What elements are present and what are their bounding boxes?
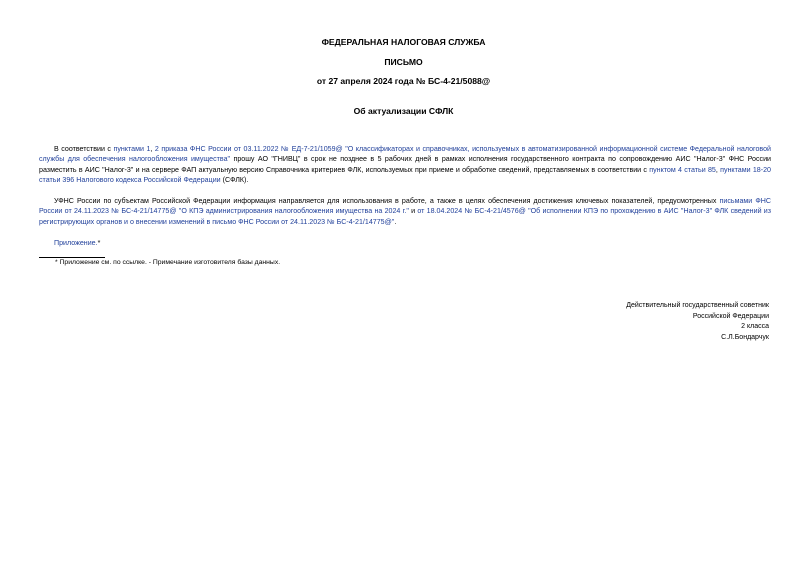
link-order-fns[interactable]: 2 приказа ФНС России от 03.11.2022 № ЕД-7-21/1059@ "О классификаторах и справочниках, используемых в автоматизированной информационной системе Федеральной налоговой службы для обеспечения налогообложения имущества" [39,145,771,164]
text: . [394,217,397,226]
document-type: ПИСЬМО [384,57,423,67]
paragraph-main [39,144,771,186]
document-date-number: от 27 апреля 2024 года № БС-4-21/5088@ [316,76,491,86]
footnote: * Приложение см. по ссылке. - Примечание изготовителя базы данных. [55,259,281,266]
signature-title: Действительный государственный советник [626,302,769,309]
signature-title-country: Российской Федерации [692,312,769,320]
link-letter-14775[interactable]: письмами ФНС России от 24.11.2023 № БС-4-21/14775@ "О КПЭ администрирования налогообложения имущества на 2024 г." [39,197,771,216]
text: и [408,207,418,216]
text: УФНС России по субъектам Российской Федерации информация направляется для использования в работе, а также в целях обеспечения достижения ключевых показателей, предусмотренных [54,197,720,205]
signatory-name: С.Л.Бондарчук [721,333,769,341]
text: , [150,145,155,153]
link-letter-4576[interactable]: от 18.04.2024 № БС-4-21/4576@ "Об исполнении КПЭ по прохождению в АИС "Налог-3" ФЛК сведений из регистрирующих органов и о внесении изменений в письмо ФНС России от 24.11.2023 № БС-4-21/14775@" [39,207,772,226]
text: , [715,165,721,174]
link-article-85[interactable]: пунктом 4 статьи 85 [649,165,716,174]
link-points-1[interactable]: пунктами 1 [113,145,151,153]
footnote-separator [39,257,105,258]
attachment-line [39,238,771,248]
text: В соответствии с [54,145,114,153]
paragraph-second [39,196,771,227]
attachment-link[interactable]: Приложение. [54,239,98,247]
text: прошу АО "ГНИВЦ" в срок не позднее в 5 рабочих дней в рамках исполнения государственного контракта по сопровождению АИС "Налог-3" ФНС России разместить в АИС "Налог-3" и на сервере ФАП актуальную версию Справочника критериев ФЛК, используемых при приеме и обработке сведений, представляемых в соответствии с [39,155,771,174]
text: (СФЛК). [220,176,249,185]
agency-title: ФЕДЕРАЛЬНАЯ НАЛОГОВАЯ СЛУЖБА [321,37,486,47]
document-subject: Об актуализации СФЛК [353,106,454,116]
signature-class: 2 класса [741,323,769,331]
link-article-396[interactable]: пунктами 18-20 статьи 396 Налогового кодекса Российской Федерации [39,165,771,185]
signature-block [626,301,769,343]
attachment-mark: * [97,239,101,247]
